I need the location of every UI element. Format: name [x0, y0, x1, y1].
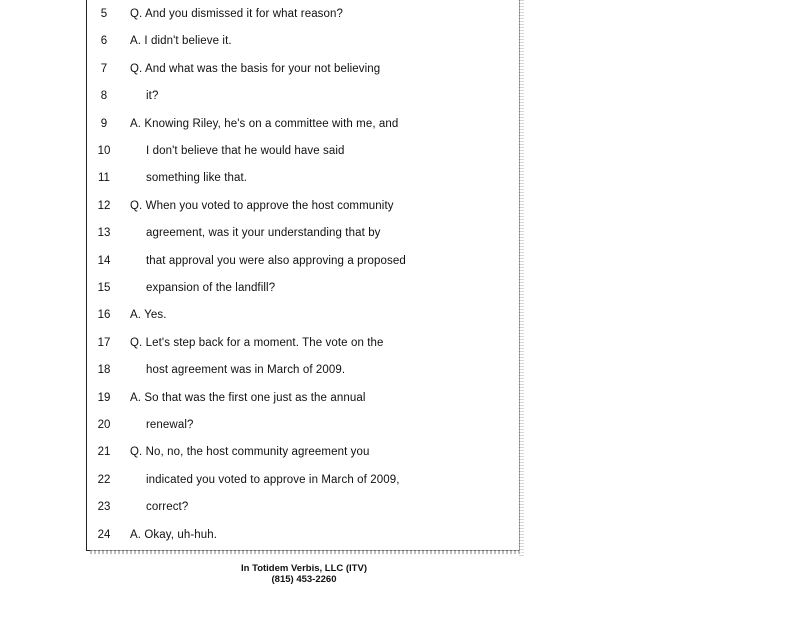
transcript-line	[86, 360, 516, 380]
line-number: 24	[97, 528, 111, 541]
transcript-line	[86, 470, 516, 490]
transcript-line	[86, 305, 516, 325]
line-number: 9	[100, 117, 108, 130]
line-text: A. Knowing Riley, he's on a committee with me, and	[130, 117, 399, 130]
transcript-line	[86, 59, 516, 79]
line-text: Q. No, no, the host community agreement you	[130, 446, 370, 459]
line-number: 20	[97, 419, 111, 431]
line-number: 12	[97, 199, 111, 212]
transcript-line	[86, 196, 516, 216]
line-text: I don't believe that he would have said	[146, 145, 345, 157]
line-number: 8	[100, 90, 108, 103]
transcript-line	[86, 4, 516, 24]
transcript-line	[86, 114, 516, 134]
line-text: Q. And you dismissed it for what reason?	[130, 8, 344, 20]
line-text: indicated you voted to approve in March of 2009,	[146, 473, 400, 486]
scan-edge-bottom	[90, 550, 522, 554]
transcript-line	[86, 442, 516, 462]
line-text: Q. And what was the basis for your not believing	[130, 62, 381, 75]
transcript-line	[86, 251, 516, 271]
transcript-line	[86, 525, 516, 545]
transcript-line	[86, 31, 516, 51]
line-text: that approval you were also approving a proposed	[146, 254, 406, 267]
line-number: 11	[98, 172, 110, 185]
line-number: 19	[97, 391, 111, 404]
line-number: 22	[97, 473, 111, 486]
line-text: A. I didn't believe it.	[130, 35, 232, 48]
line-text: expansion of the landfill?	[146, 282, 276, 294]
line-number: 21	[97, 446, 111, 459]
transcript-line	[86, 141, 516, 161]
transcript-line	[86, 497, 516, 517]
transcript-line	[86, 168, 516, 188]
line-text: A. Okay, uh-huh.	[130, 528, 218, 541]
transcript-border	[86, 0, 520, 551]
footer-company: In Totidem Verbis, LLC (ITV)	[241, 563, 367, 574]
line-number: 15	[97, 282, 111, 294]
line-text: A. Yes.	[130, 309, 167, 322]
line-number: 5	[100, 8, 108, 20]
line-number: 23	[97, 501, 111, 514]
transcript-line	[86, 278, 516, 298]
footer-phone: (815) 453-2260	[271, 574, 337, 585]
line-text: agreement, was it your understanding that by	[146, 227, 381, 240]
line-number: 16	[97, 309, 111, 322]
transcript-line	[86, 86, 516, 106]
transcript-line	[86, 333, 516, 353]
line-text: something like that.	[146, 172, 248, 185]
transcript-line	[86, 388, 516, 408]
line-text: A. So that was the first one just as the annual	[130, 391, 366, 404]
line-number: 13	[97, 227, 111, 240]
line-text: host agreement was in March of 2009.	[146, 364, 346, 377]
transcript-line	[86, 223, 516, 243]
line-text: it?	[146, 90, 159, 103]
line-number: 18	[97, 364, 111, 377]
line-text: correct?	[146, 501, 189, 514]
scan-edge-right	[519, 0, 524, 556]
line-number: 14	[97, 254, 111, 267]
line-number: 7	[100, 62, 108, 75]
line-number: 6	[100, 35, 108, 48]
line-text: Q. Let's step back for a moment. The vote on the	[130, 336, 384, 349]
line-text: renewal?	[146, 419, 194, 431]
line-text: Q. When you voted to approve the host community	[130, 199, 394, 212]
line-number: 10	[97, 145, 111, 157]
transcript-line	[86, 415, 516, 435]
line-number: 17	[97, 336, 111, 349]
